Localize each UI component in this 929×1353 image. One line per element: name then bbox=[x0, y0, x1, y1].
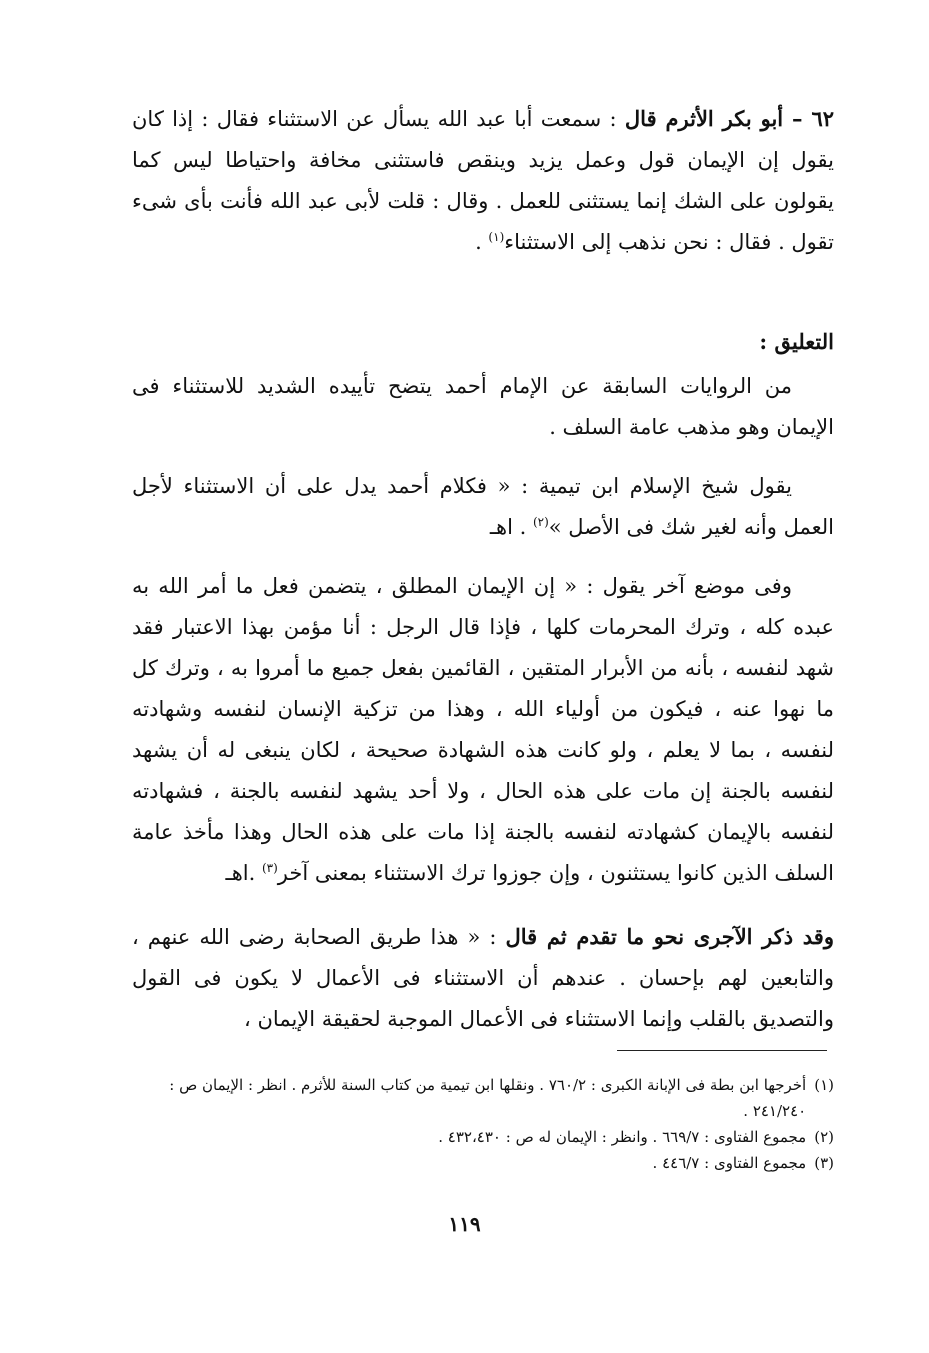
main-text bbox=[132, 98, 834, 1040]
commentary-paragraph-2 bbox=[132, 466, 834, 548]
footnote-text: مجموع الفتاوى : ٤٤٦/٧ . bbox=[652, 1154, 807, 1172]
commentary-paragraph-2-text: يقول شيخ الإسلام ابن تيمية : « فكلام أحمد يدل على أن الاستثناء لأجل العمل وأنه لغير شك فى الأصل » bbox=[132, 474, 834, 539]
page-number: ١١٩ bbox=[448, 1212, 481, 1236]
commentary-paragraph-4 bbox=[132, 916, 834, 1040]
paragraph-62 bbox=[132, 98, 834, 263]
commentary-paragraph-3-text: وفى موضع آخر يقول : « إن الإيمان المطلق ، يتضمن فعل ما أمر الله به عبده كله ، وترك المحرمات كلها ، فإذا قال الرجل : أنا مؤمن بهذا الاعتبار فقد شهد لنفسه ، بأنه من الأبرار المتقين ، القائمين بفعل جميع ما أمروا به ، وترك كل ما نهوا عنه ، فيكون من أولياء الله ، وهذا من تزكية الإنسان لنفسه وشهادته لنفسه ، بما لا يعلم ، ولو كانت هذه الشهادة صحيحة ، لكان ينبغى له أن يشهد لنفسه بالجنة إن مات على هذه الحال ، ولا أحد يشهد لنفسه بالجنة ، فشهادته لنفسه بالإيمان كشهادته لنفسه بالجنة إذا مات على هذه الحال وهذا مأخذ عامة السلف الذين كانوا يستثنون ، وإن جوزوا ترك الاستثناء بمعنى آخر bbox=[132, 574, 834, 885]
footnote-3 bbox=[132, 1150, 834, 1176]
footnote-ref-3: (٣) bbox=[261, 861, 278, 875]
footnote-divider bbox=[617, 1050, 827, 1051]
section-heading-commentary: التعليق : bbox=[759, 329, 834, 354]
paragraph-62-lead: ٦٢ – أبو بكر الأثرم قال bbox=[624, 106, 834, 131]
footnote-ref-2: (٢) bbox=[532, 515, 549, 529]
paragraph-62-end: . bbox=[475, 230, 489, 254]
commentary-paragraph-2-end: . اهـ bbox=[489, 515, 533, 539]
footnotes bbox=[132, 1072, 834, 1176]
footnote-text: أخرجها ابن بطة فى الإبانة الكبرى : ٧٦٠/٢ . ونقلها ابن تيمية من كتاب السنة للأثرم . انظر : الإيمان ص : ٢٤١/٢٤٠ . bbox=[169, 1076, 807, 1120]
paragraph-62-text: : سمعت أبا عبد الله يسأل عن الاستثناء فقال : إذا كان يقول إن الإيمان قول وعمل يزيد وينقص فاستثنى مخافة واحتياطا ليس كما يقولون على الشك إنما يستثنى للعمل . وقال : قلت لأبى عبد الله فأنت بأى شىء تقول . فقال : نحن نذهب إلى الاستثناء bbox=[132, 107, 834, 254]
footnote-number: (٣) bbox=[814, 1154, 834, 1172]
footnote-1 bbox=[132, 1072, 834, 1124]
footnote-number: (١) bbox=[814, 1076, 834, 1094]
footnote-text: مجموع الفتاوى : ٦٦٩/٧ . وانظر : الإيمان له ص : ٤٣٢،٤٣٠ . bbox=[438, 1128, 807, 1146]
commentary-paragraph-4-text: : « هذا طريق الصحابة رضى الله عنهم ، والتابعين لهم بإحسان . عندهم أن الاستثناء فى الأعمال لا يكون فى القول والتصديق بالقلب وإنما الاستثناء فى الأعمال الموجبة لحقيقة الإيمان ، bbox=[132, 925, 834, 1031]
commentary-paragraph-1: من الروايات السابقة عن الإمام أحمد يتضح تأييده الشديد للاستثناء فى الإيمان وهو مذهب عامة السلف . bbox=[132, 374, 834, 439]
footnote-number: (٢) bbox=[814, 1128, 834, 1146]
commentary-paragraph-3 bbox=[132, 566, 834, 894]
commentary-paragraph-3-end: .اهـ bbox=[225, 861, 262, 885]
footnote-ref-1: (١) bbox=[488, 230, 505, 244]
commentary-paragraph-4-lead: وقد ذكر الآجرى نحو ما تقدم ثم قال bbox=[505, 924, 834, 949]
footnote-2 bbox=[132, 1124, 834, 1150]
